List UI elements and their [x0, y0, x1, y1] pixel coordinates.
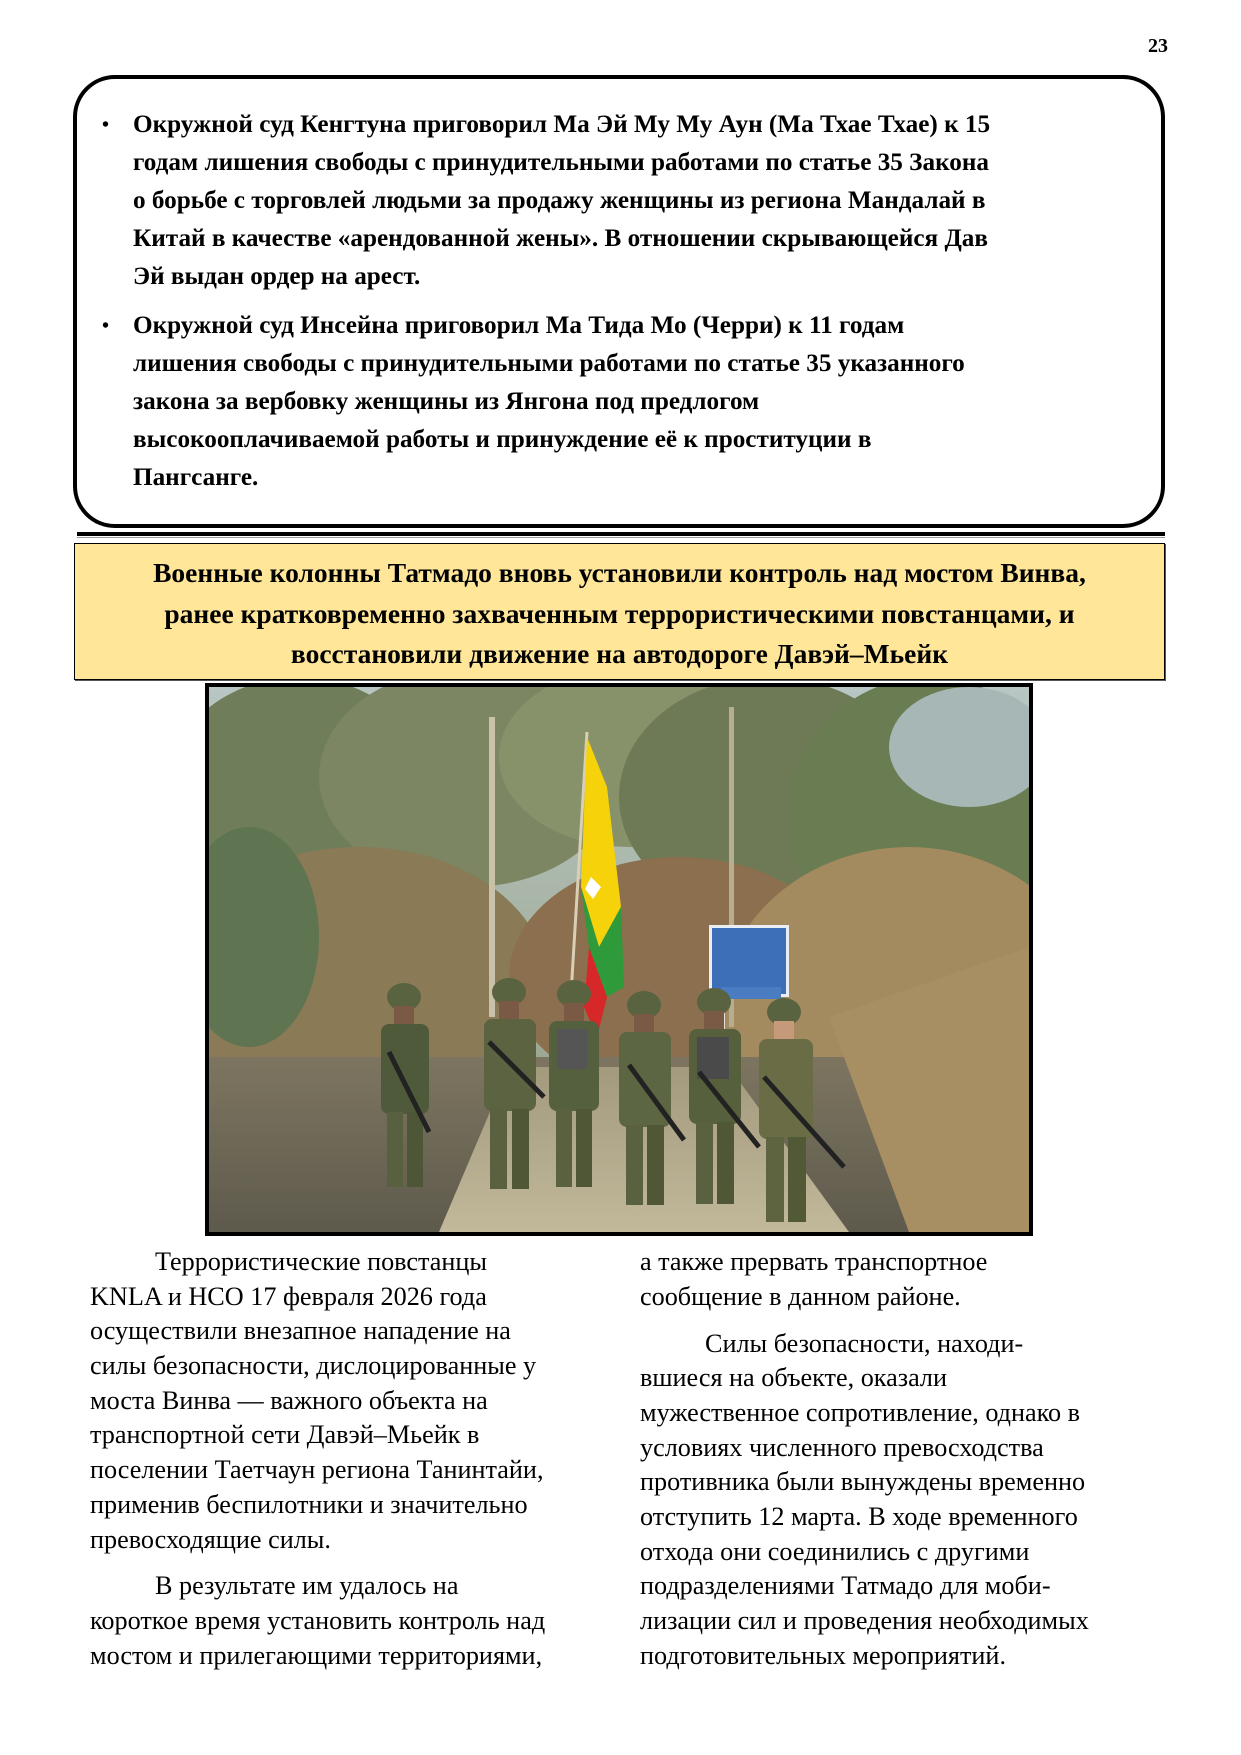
text-line: Окружной суд Инсейна приговорил Ма Тида Мо (Черри) к 11 годам [133, 312, 905, 339]
text-line: Окружной суд Кенгтуна приговорил Ма Эй Му Му Аун (Ма Тхае Тхае) к 15 [133, 111, 991, 138]
text-line: мостом и прилегающими территориями, [90, 1640, 543, 1670]
article-column-left [90, 1245, 602, 1686]
text-line: превосходящие силы. [90, 1524, 331, 1554]
paragraph [640, 1327, 1157, 1674]
headline-line: восстановили движение на автодороге Давэй–Мьейк [290, 638, 949, 670]
text-line: отступить 12 марта. В ходе временного [640, 1502, 1078, 1532]
text-line: подготовительных мероприятий. [640, 1640, 1006, 1670]
text-line: лизации сил и проведения необходимых [640, 1606, 1089, 1636]
text-line: о борьбе с торговлей людьми за продажу женщины из региона Мандалай в [133, 187, 986, 214]
text-line: годам лишения свободы с принудительными работами по статье 35 Закона [133, 149, 989, 176]
list-item [102, 307, 1138, 497]
paragraph [90, 1569, 602, 1673]
text-line: сообщение в данном районе. [640, 1281, 961, 1311]
article-column-right [640, 1245, 1157, 1686]
text-line: транспортной сети Давэй–Мьейк в [90, 1420, 480, 1450]
text-line: Террористические повстанцы [155, 1247, 488, 1276]
section-divider-thin [77, 537, 1165, 538]
headline-line: Военные колонны Татмадо вновь установили контроль над мостом Винва, [153, 557, 1086, 588]
court-sentences-list [102, 106, 1138, 508]
paragraph [90, 1245, 602, 1557]
text-line: противника были вынуждены временно [640, 1467, 1086, 1497]
text-line: отхода они соединились с другими [640, 1536, 1030, 1566]
text-line: моста Винва — важного объекта на [90, 1385, 488, 1415]
text-line: подразделениями Татмадо для моби- [640, 1571, 1051, 1601]
text-line: а также прервать транспортное [640, 1247, 988, 1276]
text-line: применив беспилотники и значительно [90, 1489, 528, 1519]
text-line: KNLA и НСО 17 февраля 2026 года [90, 1281, 487, 1311]
text-line: короткое время установить контроль над [90, 1606, 546, 1636]
text-line: Эй выдан ордер на арест. [133, 263, 421, 290]
text-line: лишения свободы с принудительными работами по статье 35 указанного [133, 350, 965, 377]
text-line: вшиеся на объекте, оказали [640, 1363, 948, 1393]
text-line: осуществили внезапное нападение на [90, 1316, 511, 1346]
text-line: В результате им удалось на [155, 1571, 459, 1601]
article-headline-box [74, 543, 1165, 680]
text-line: Пангсанге. [133, 464, 259, 491]
text-line: закона за вербовку женщины из Янгона под предлогом [133, 388, 760, 415]
article-headline [75, 553, 1164, 675]
article-photo [205, 683, 1033, 1236]
bullet-icon: • [102, 315, 110, 337]
paragraph [640, 1245, 1157, 1314]
soldiers-with-flag-photo [209, 687, 1029, 1232]
text-line: мужественное сопротивление, однако в [640, 1398, 1081, 1428]
section-divider [77, 532, 1165, 536]
text-line: поселении Таетчаун региона Танинтайи, [90, 1455, 544, 1485]
text-line: высокооплачиваемой работы и принуждение её к проституции в [133, 426, 872, 453]
text-line: Китай в качестве «арендованной жены». В отношении скрывающейся Дав [133, 225, 988, 252]
text-line: условиях численного превосходства [640, 1432, 1044, 1462]
bullet-icon: • [102, 114, 110, 136]
list-item [102, 106, 1138, 296]
text-line: Силы безопасности, находи- [705, 1328, 1024, 1358]
text-line: силы безопасности, дислоцированные у [90, 1351, 537, 1381]
headline-line: ранее кратковременно захваченным террористическими повстанцами, и [164, 597, 1075, 629]
page-number: 23 [1148, 35, 1168, 57]
